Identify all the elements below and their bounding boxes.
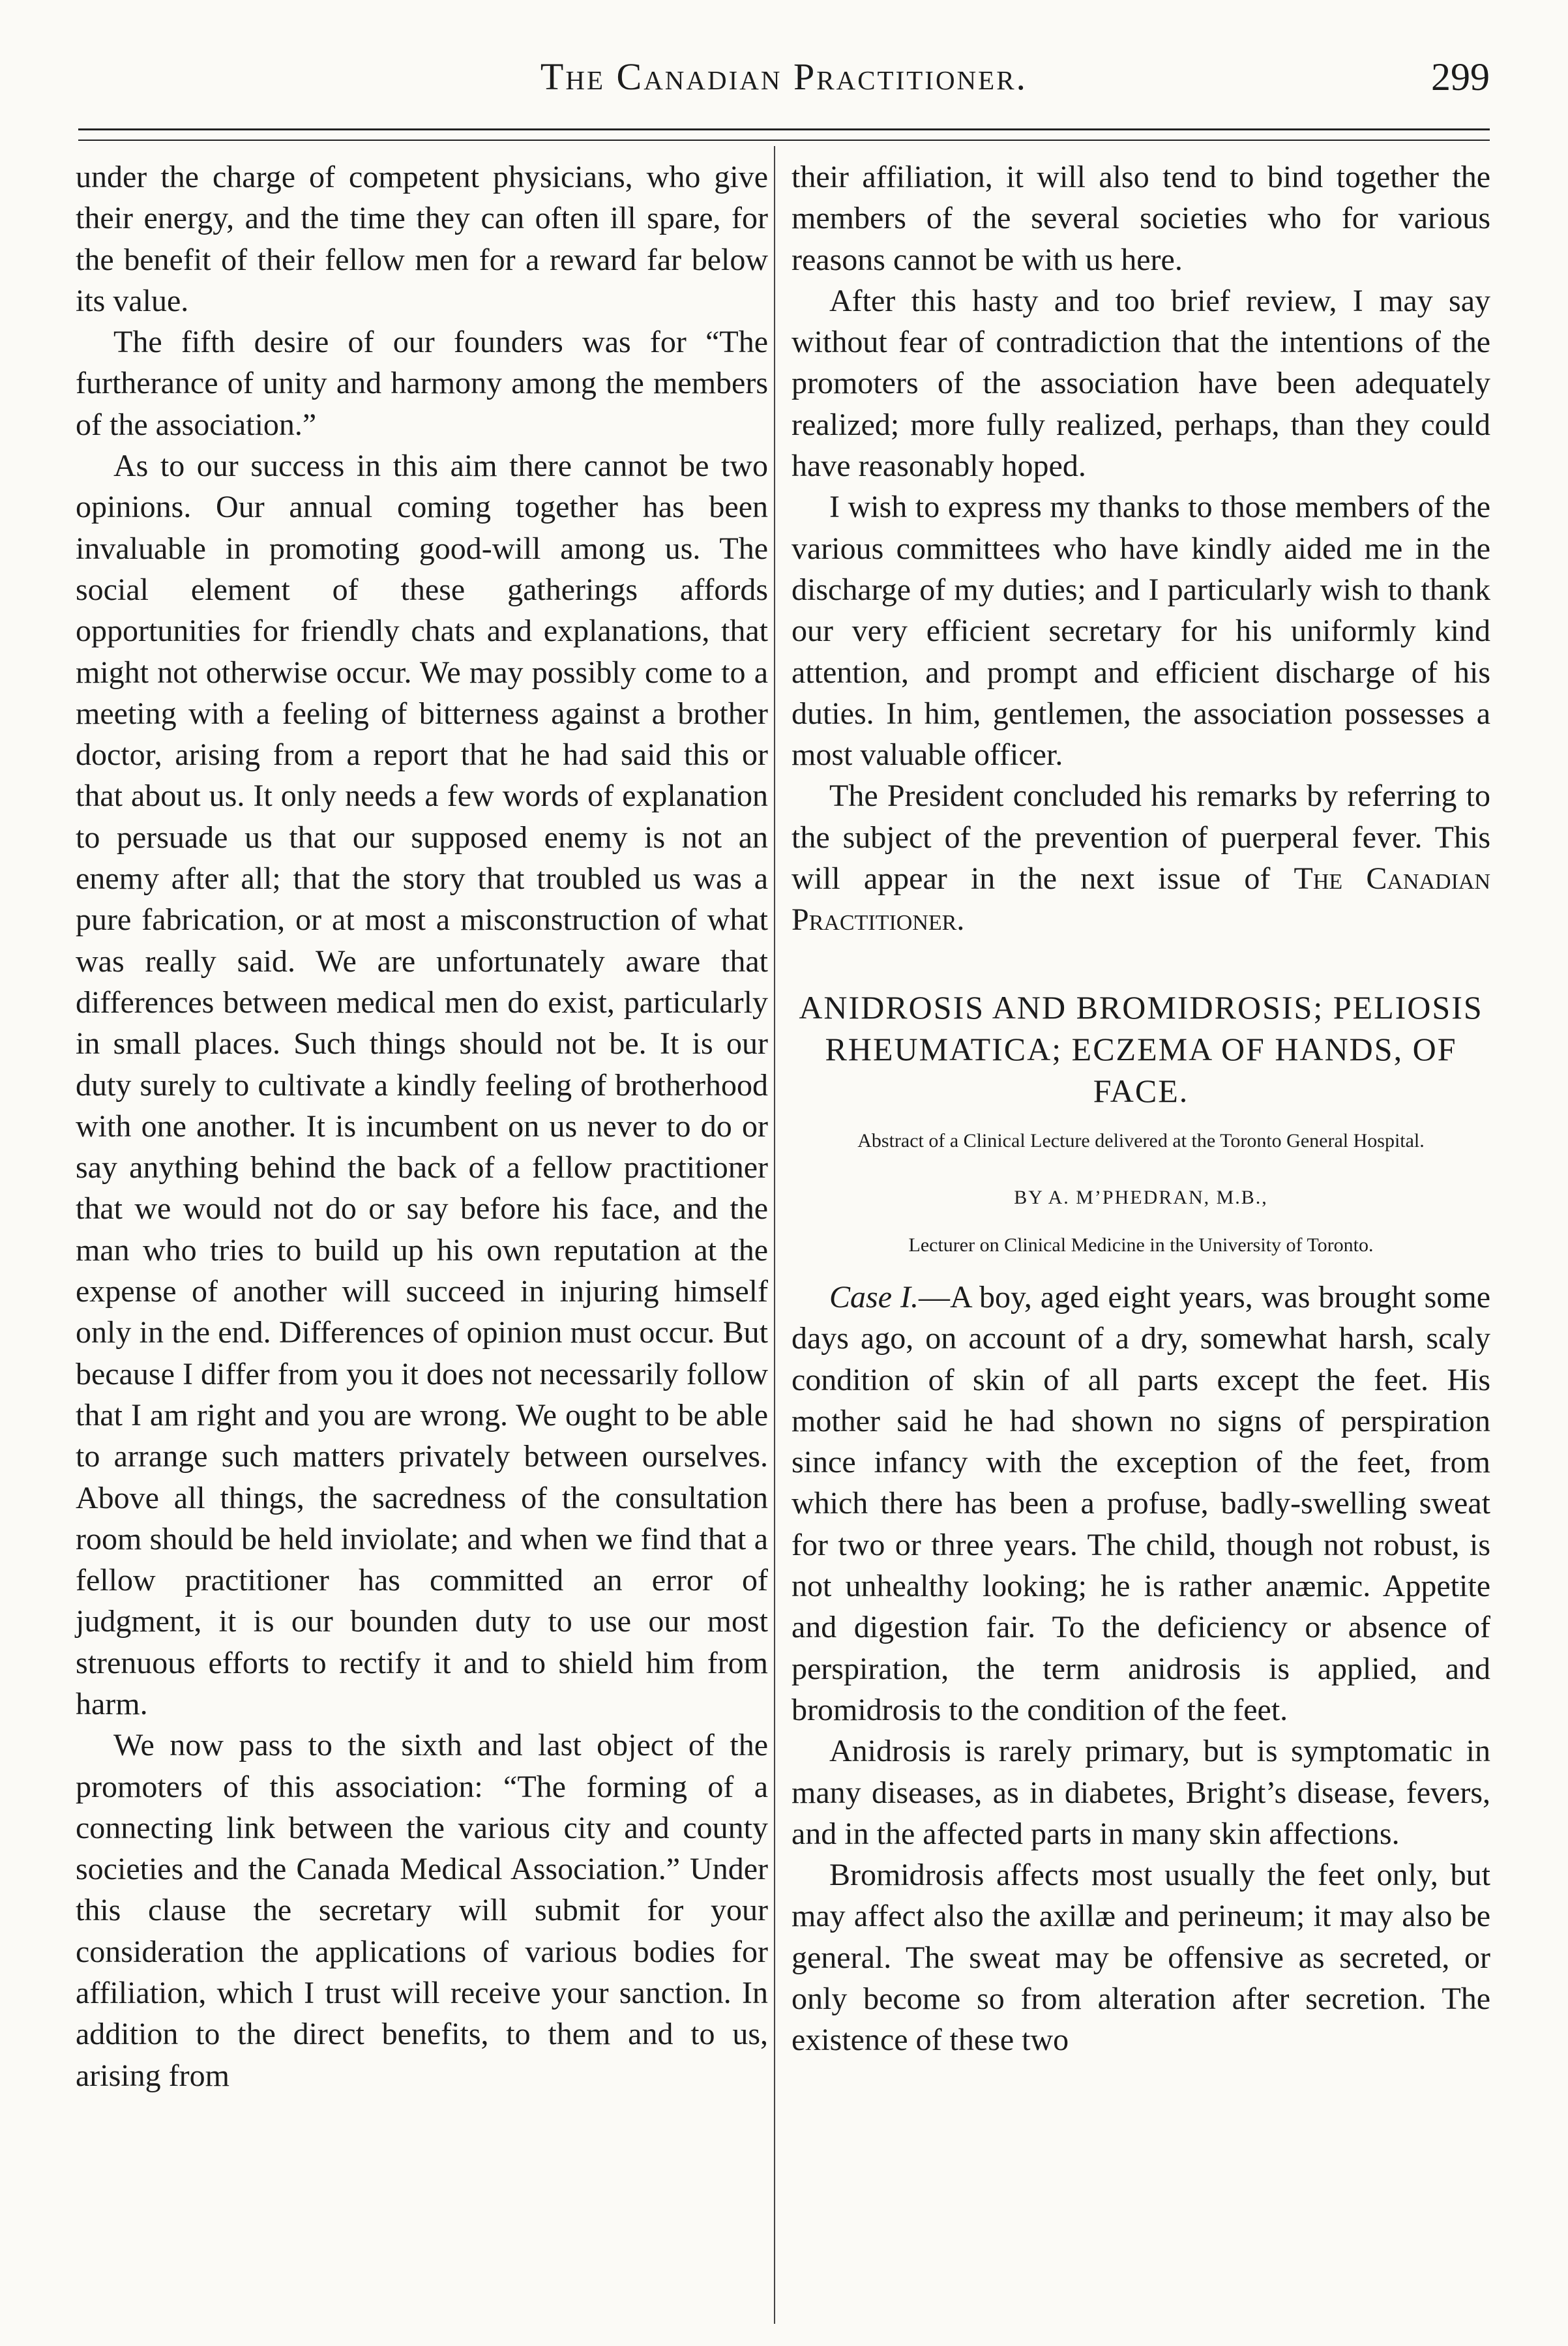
closing-paragraph — [791, 775, 1490, 940]
closing-text: The President concluded his remarks by referring to the subject of the prevention of puerperal fever. This will appear in the next issue of — [791, 779, 1490, 897]
article-heading: ANIDROSIS AND BROMIDROSIS; PELIOSIS RHEUMATICA; ECZEMA OF HANDS, OF FACE. — [799, 988, 1483, 1109]
header-rule — [78, 128, 1490, 130]
case-text: —A boy, aged eight years, was brought some days ago, on account of a dry, somewhat harsh, scaly condition of skin of all parts except the feet. His mother said he had shown no signs of perspiration since infancy with the exception of the feet, from which there has been a profuse, badly-swelling sweat for two or three years. The child, though not robust, is not unhealthy looking; he is rather anæmic. Appetite and digestion fair. To the deficiency or absence of perspiration, the term anidrosis is applied, and bromidrosis to the condition of the feet. — [791, 1279, 1491, 1727]
article-byline: BY A. M’PHEDRAN, M.B., — [1014, 1186, 1268, 1208]
running-title: The Canadian Practitioner. — [540, 55, 1028, 98]
paragraph: their affiliation, it will also tend to bind together the members of the several societies who for various reasons cannot be with us here. — [791, 160, 1490, 277]
right-column — [791, 156, 1490, 2061]
column-divider — [774, 146, 775, 2324]
paragraph: After this hasty and too brief review, I may say without fear of contradiction that the intentions of the promoters of the association have been adequately realized; more fully realized, perhaps, than they could have reasonably hoped. — [791, 283, 1490, 484]
article-subheading: Abstract of a Clinical Lecture delivered at the Toronto General Hospital. — [857, 1129, 1425, 1151]
paragraph: Anidrosis is rarely primary, but is symptomatic in many diseases, as in diabetes, Bright’s disease, fevers, and in the affected parts in many skin affections. — [791, 1734, 1490, 1851]
left-column — [76, 156, 768, 2096]
paragraph: As to our success in this aim there cannot be two opinions. Our annual coming together has been invaluable in promoting good-will among us. The social element of these gatherings affords opportunities for friendly chats and explanations, that might not otherwise occur. We may possibly come to a meeting with a feeling of bitterness against a brother doctor, arising from a report that he had said this or that about us. It only needs a few words of explanation to persuade us that our supposed enemy is not an enemy after all; that the story that troubled us was a pure fabrication, or at most a misconstruction of what was really said. We are unfortunately aware that differences between medical men do exist, particularly in small places. Such things should not be. It is our duty surely to cultivate a kindly feeling of brotherhood with one another. It is incumbent on us never to do or say anything behind the back of a fellow practitioner that we would not do or say before his face, and the man who tries to build up his own reputation at the expense of another will succeed in injuring himself only in the end. Differences of opinion must occur. But because I differ from you it does not necessarily follow that I am right and you are wrong. We ought to be able to arrange such matters privately between ourselves. Above all things, the sacredness of the consultation room should be held inviolate; and when we find that a fellow practitioner has committed an error of judgment, it is our bounden duty to use our most strenuous efforts to rectify it and to shield him from harm. — [76, 449, 768, 1721]
journal-name: The Canadian Practitioner — [791, 861, 1490, 938]
closing-end: . — [956, 902, 965, 938]
case-paragraph — [791, 1277, 1490, 1730]
author-affiliation: Lecturer on Clinical Medicine in the University of Toronto. — [908, 1234, 1374, 1256]
paragraph: I wish to express my thanks to those members of the various committees who have kindly aided me in the discharge of my duties; and I particularly wish to thank our very efficient secretary for his uniformly kind attention, and prompt and efficient discharge of his duties. In him, gentlemen, the association possesses a most valuable officer. — [791, 490, 1490, 773]
paragraph: The fifth desire of our founders was for “The furtherance of unity and harmony among the members of the association.” — [76, 325, 768, 442]
paragraph: under the charge of competent physicians, who give their energy, and the time they can often ill spare, for the benefit of their fellow men for a reward far below its value. — [76, 160, 768, 318]
paragraph: Bromidrosis affects most usually the feet only, but may affect also the axillæ and perineum; it may also be general. The sweat may be offensive as secreted, or only become so from alteration after secretion. The existence of these two — [791, 1858, 1490, 2058]
header-rule-double — [78, 140, 1490, 141]
running-head — [78, 55, 1490, 107]
case-label: Case I. — [829, 1279, 919, 1314]
page-number: 299 — [1431, 55, 1490, 98]
paragraph: We now pass to the sixth and last object of the promoters of this association: “The forming of a connecting link between the various city and county societies and the Canada Medical Association.” Under this clause the secretary will submit for your consideration the applications of various bodies for affiliation, which I trust will receive your sanction. In addition to the direct benefits, to them and to us, arising from — [76, 1728, 768, 2093]
